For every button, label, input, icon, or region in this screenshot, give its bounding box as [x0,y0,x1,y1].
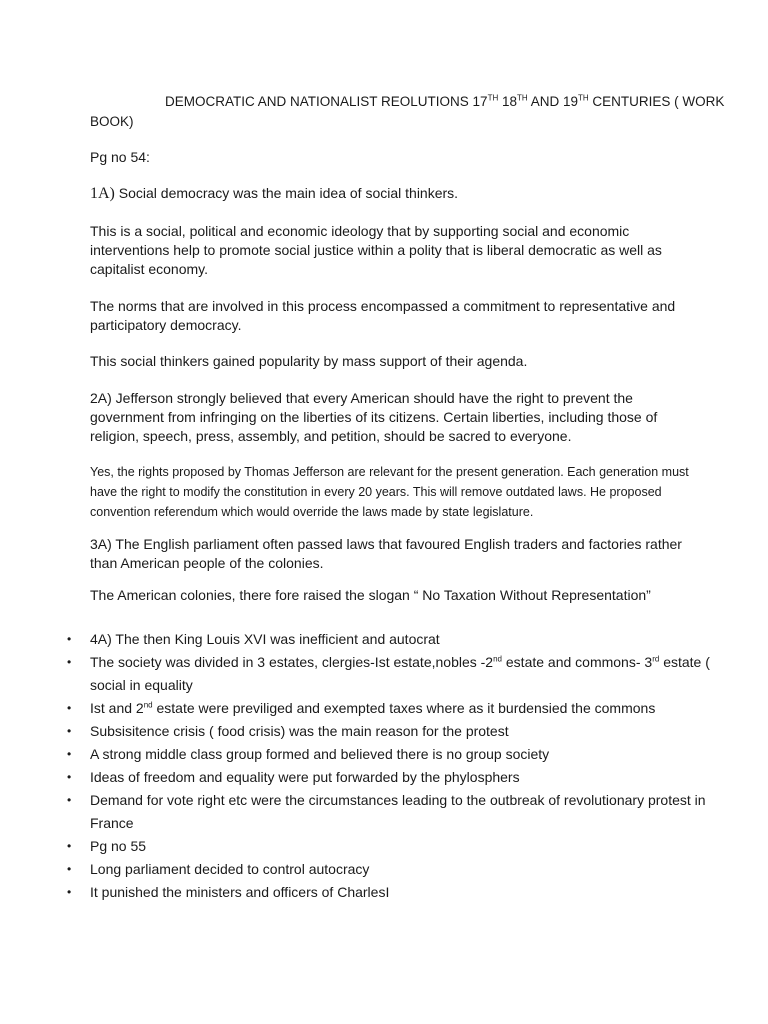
answer-1-paragraph-2: The norms that are involved in this process encompassed a commitment to representative and participatory democracy. [90,298,676,333]
answer-1-paragraph-1: This is a social, political and economic ideology that by supporting social and economic interventions help to promote social justice within a polity that is liberal democratic as well as capitalist economy. [90,223,662,277]
title-superscript: TH [487,93,499,103]
list-item: • Ideas of freedom and equality were put forwarded by the phylosphers [90,766,710,789]
document-title-continued: BOOK) [90,114,134,129]
answer-2-paragraph-1: 2A) Jefferson strongly believed that every American should have the right to prevent the government from infringing on the liberties of its citizens. Certain liberties, including those of religion, speech, press, assembly, and petition, should be sacred to everyone. [90,390,658,444]
title-superscript: TH [517,93,528,103]
answer-3-paragraph-2: The American colonies, there fore raised the slogan “ No Taxation Without Representation” [90,587,651,603]
answer-1-paragraph-3: This social thinkers gained popularity by mass support of their agenda. [90,353,528,369]
list-item: • 4A) The then King Louis XVI was inefficient and autocrat [90,628,710,651]
title-superscript: TH [577,93,589,103]
list-item: • Demand for vote right etc were the circumstances leading to the outbreak of revolutionary protest in France [90,789,710,835]
list-item: • Long parliament decided to control autocracy [90,858,710,881]
title-text: AND 19 [527,94,578,109]
answer-1-heading [90,184,696,203]
list-item [90,651,710,697]
list-item: • Pg no 55 [90,835,710,858]
title-text: 18 [498,94,518,109]
answer-2-paragraph-2: Yes, the rights proposed by Thomas Jefferson are relevant for the present generation. Each generation must have the right to modify the constitution in every 20 years. This will remove outdated laws. He proposed convention referendum which would override the laws made by state legislature. [90,465,689,519]
document-title [165,94,725,109]
list-item-superscript: rd [652,654,660,664]
list-item-text: estate and commons- 3 [502,654,653,670]
list-item [90,697,710,720]
title-text: CENTURIES ( WORK [588,94,725,109]
answer-4-bullet-list [90,628,710,904]
list-item-superscript: nd [143,700,153,710]
list-item-text: Ist and 2 [90,700,144,716]
answer-3-paragraph-1: 3A) The English parliament often passed laws that favoured English traders and factories rather than American people of the colonies. [90,536,682,571]
list-item: • A strong middle class group formed and believed there is no group society [90,743,710,766]
page-reference: Pg no 54: [90,149,150,165]
list-item-text: The society was divided in 3 estates, clergies-Ist estate,nobles -2 [90,654,494,670]
answer-lead-text: Social democracy was the main idea of social thinkers. [114,185,459,201]
answer-label: 1A) [90,185,115,202]
title-text: DEMOCRATIC AND NATIONALIST REOLUTIONS 17 [165,94,488,109]
list-item: • It punished the ministers and officers of CharlesI [90,881,710,904]
list-item-text: estate were previliged and exempted taxes where as it burdensied the commons [152,700,656,716]
list-item: • Subsisitence crisis ( food crisis) was the main reason for the protest [90,720,710,743]
list-item-superscript: nd [493,654,502,664]
list-item-text: estate ( social in equality [90,654,710,693]
